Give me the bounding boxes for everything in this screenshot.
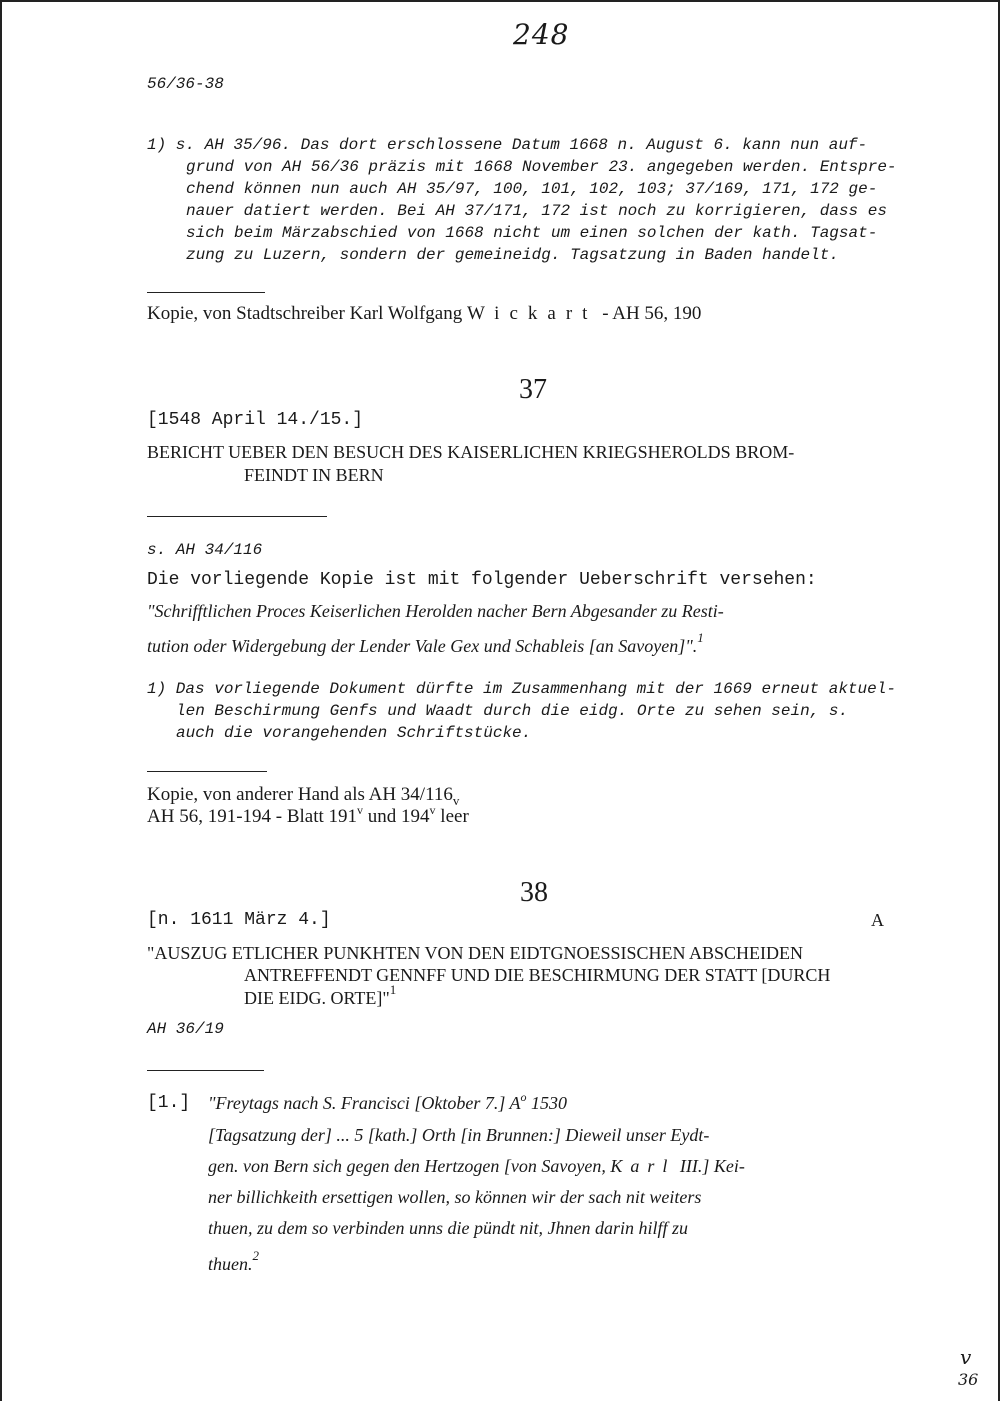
document-title: "AUSZUG ETLICHER PUNKHTEN VON DEN EIDTGNOESSISCHEN ABSCHEIDEN (147, 943, 804, 963)
separator-rule (147, 771, 267, 772)
document-title: BERICHT UEBER DEN BESUCH DES KAISERLICHEN KRIEGSHEROLDS BROM- (147, 442, 795, 462)
spaced-name: Wickart (467, 303, 598, 324)
footnote-line: zung zu Luzern, sondern der gemeineidg. Tagsatzung in Baden handelt. (186, 246, 839, 264)
source-line (147, 784, 459, 806)
footnote-line: 1) s. AH 35/96. Das dort erschlossene Datum 1668 n. August 6. kann nun auf- (147, 136, 868, 154)
body-text: Die vorliegende Kopie ist mit folgender Ueberschrift versehen: (147, 570, 817, 590)
source-text: und 194 (363, 806, 430, 827)
item-text-part: gen. von Bern sich gegen den Hertzogen [von Savoyen, (208, 1156, 611, 1176)
handwritten-page-number: 248 (513, 18, 570, 51)
footnote-line: 1) Das vorliegende Dokument dürfte im Zusammenhang mit der 1669 erneut aktuel- (147, 680, 896, 698)
document-date: [1548 April 14./15.] (147, 410, 364, 430)
footnote-mark: 1 (389, 982, 397, 997)
document-number: 37 (519, 374, 547, 405)
footnote-line: auch die vorangehenden Schriftstücke. (176, 724, 532, 742)
source-text: leer (435, 806, 469, 827)
footnote-line: grund von AH 56/36 präzis mit 1668 November 23. angegeben werden. Entspre- (186, 158, 897, 176)
item-text-part: "Freytags nach S. Francisci [Oktober 7.] A (208, 1093, 521, 1113)
quote-text: "Schrifftlichen Proces Keiserlichen Herolden nacher Bern Abgesander zu Resti- (147, 601, 724, 621)
separator-rule (147, 516, 327, 517)
document-title: ANTREFFENDT GENNFF UND DIE BESCHIRMUNG DER STATT [DURCH (244, 965, 831, 985)
superscript-mark: v (357, 803, 364, 817)
footnote-line: len Beschirmung Genfs und Waadt durch die eidg. Orte zu sehen sein, s. (176, 702, 849, 720)
title-line-3: DIE EIDG. ORTE]" (244, 988, 390, 1008)
footnote-line: nauer datiert werden. Bei AH 37/171, 172 ist noch zu korrigieren, dass es (186, 202, 887, 220)
source-line (147, 303, 701, 325)
superscript-mark: v (429, 803, 436, 817)
spaced-name: Karl (610, 1156, 676, 1176)
source-text: AH 56, 191-194 - Blatt 191 (147, 806, 358, 827)
item-text (208, 1156, 745, 1177)
document-date: [n. 1611 März 4.] (147, 910, 331, 930)
item-text-part: III.] Kei- (675, 1156, 745, 1176)
subscript-mark: v (452, 793, 460, 808)
item-label: [1.] (147, 1093, 191, 1113)
footnote-line: sich beim Märzabschied von 1668 nicht um einen solchen der kath. Tagsat- (186, 224, 878, 242)
document-reference: AH 36/19 (147, 1020, 224, 1038)
document-marker: A (871, 910, 884, 930)
quote-text (147, 630, 704, 657)
superscript-mark: o (520, 1090, 527, 1104)
handwritten-check-mark: v (960, 1345, 972, 1369)
source-text: Kopie, von anderer Hand als AH 34/116 (147, 784, 453, 805)
source-prefix: Kopie, von Stadtschreiber Karl Wolfgang (147, 303, 467, 324)
footnote-mark: 2 (252, 1248, 259, 1263)
document-number: 38 (520, 877, 548, 908)
item-text: ner billichkeith ersettigen wollen, so können wir der sach nit weiters (208, 1187, 702, 1207)
footnote-mark: 1 (697, 630, 704, 645)
scan-border-left (0, 0, 2, 1401)
item-text-part: thuen. (208, 1254, 253, 1274)
source-suffix: - AH 56, 190 (597, 303, 702, 324)
item-text (208, 1090, 568, 1114)
footnote-line: chend können nun auch AH 35/97, 100, 101, 102, 103; 37/169, 171, 172 ge- (186, 180, 878, 198)
scan-border-top (0, 0, 1000, 2)
source-line (147, 803, 469, 828)
handwritten-corner-number: 36 (958, 1370, 979, 1389)
item-text-part: 1530 (526, 1093, 568, 1113)
header-reference: 56/36-38 (147, 75, 224, 93)
separator-rule (147, 1070, 264, 1071)
document-reference: s. AH 34/116 (147, 541, 263, 559)
item-text (208, 1248, 259, 1275)
item-text: thuen, zu dem so verbinden unns die pündt nit, Jhnen darin hilff zu (208, 1218, 688, 1238)
item-text: [Tagsatzung der] ... 5 [kath.] Orth [in Brunnen:] Dieweil unser Eydt- (208, 1125, 710, 1145)
document-title: FEINDT IN BERN (244, 465, 384, 485)
document-title (244, 982, 397, 1009)
quote-line-2: tution oder Widergebung der Lender Vale Gex und Schableis [an Savoyen]". (147, 636, 698, 656)
separator-rule (147, 292, 265, 293)
